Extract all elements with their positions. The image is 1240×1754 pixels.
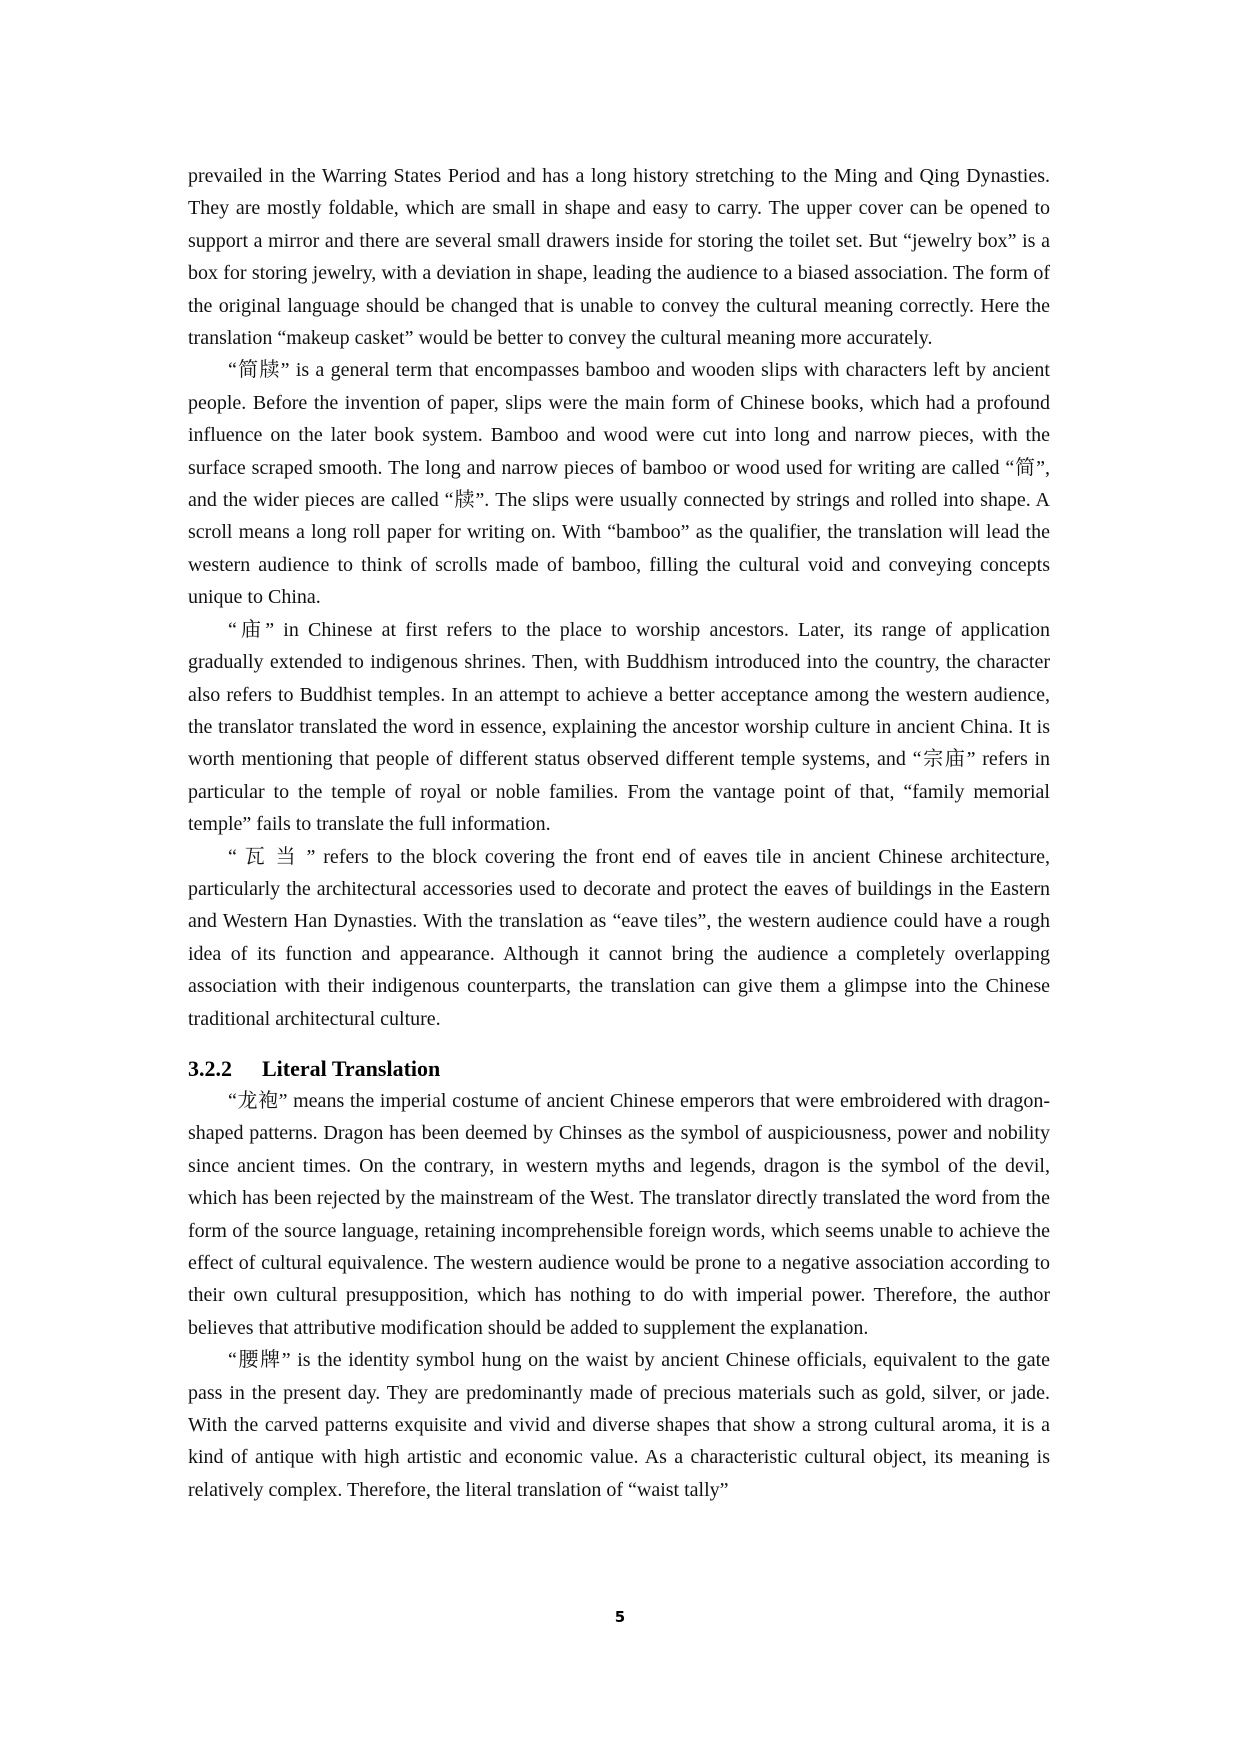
section-heading <box>188 1053 1050 1085</box>
section-number: 3.2.2 <box>188 1055 232 1081</box>
paragraph-wadang: “ 瓦 当 ” refers to the block covering the front end of eaves tile in ancient Chinese architecture, particularly the architectural accessories used to decorate and protect the eaves of buildings in the Eastern and Western Han Dynasties. With the translation as “eave tiles”, the western audience could have a rough idea of its function and appearance. Although it cannot bring the audience a completely overlapping association with their indigenous counterparts, the translation can give them a glimpse into the Chinese traditional architectural culture. <box>188 845 1050 1030</box>
paragraph-jiandu: “简牍” is a general term that encompasses bamboo and wooden slips with characters left by ancient people. Before the invention of paper, slips were the main form of Chinese books, which had a profound influence on the later book system. Bamboo and wood were cut into long and narrow pieces, with the surface scraped smooth. The long and narrow pieces of bamboo or wood used for writing are called “简”, and the wider pieces are called “牍”. The slips were usually connected by strings and rolled into shape. A scroll means a long roll paper for writing on. With “bamboo” as the qualifier, the translation will lead the western audience to think of scrolls made of bamboo, filling the cultural void and conveying concepts unique to China. <box>188 359 1050 609</box>
paragraph-makeup-casket: prevailed in the Warring States Period and has a long history stretching to the Ming and Qing Dynasties. They are mostly foldable, which are small in shape and easy to carry. The upper cover can be opened to support a mirror and there are several small drawers inside for storing the toilet set. But “jewelry box” is a box for storing jewelry, with a deviation in shape, leading the audience to a biased association. The form of the original language should be changed that is unable to convey the cultural meaning correctly. Here the translation “makeup casket” would be better to convey the cultural meaning more accurately. <box>188 165 1050 350</box>
paragraph-yaopai: “腰牌” is the identity symbol hung on the waist by ancient Chinese officials, equivalent to the gate pass in the present day. They are predominantly made of precious materials such as gold, silver, or jade. With the carved patterns exquisite and vivid and diverse shapes that show a strong cultural aroma, it is a kind of antique with high artistic and economic value. As a characteristic cultural object, its meaning is relatively complex. Therefore, the literal translation of “waist tally” <box>188 1349 1050 1501</box>
paragraph-longpao: “龙袍” means the imperial costume of ancient Chinese emperors that were embroidered with dragon-shaped patterns. Dragon has been deemed by Chinses as the symbol of auspiciousness, power and nobility since ancient times. On the contrary, in western myths and legends, dragon is the symbol of the devil, which has been rejected by the mainstream of the West. The translator directly translated the word from the form of the source language, retaining incomprehensible foreign words, which seems unable to achieve the effect of cultural equivalence. The western audience would be prone to a negative association according to their own cultural presupposition, which has nothing to do with imperial power. Therefore, the author believes that attributive modification should be added to supplement the explanation. <box>188 1089 1050 1339</box>
page-body <box>188 160 1050 1506</box>
page-number: 5 <box>614 1608 626 1626</box>
paragraph-miao: “庙” in Chinese at first refers to the place to worship ancestors. Later, its range of application gradually extended to indigenous shrines. Then, with Buddhism introduced into the country, the character also refers to Buddhist temples. In an attempt to achieve a better acceptance among the western audience, the translator translated the word in essence, explaining the ancestor worship culture in ancient China. It is worth mentioning that people of different status observed different temple systems, and “宗庙” refers in particular to the temple of royal or noble families. From the vantage point of that, “family memorial temple” fails to translate the full information. <box>188 618 1050 836</box>
section-title: Literal Translation <box>262 1055 441 1081</box>
